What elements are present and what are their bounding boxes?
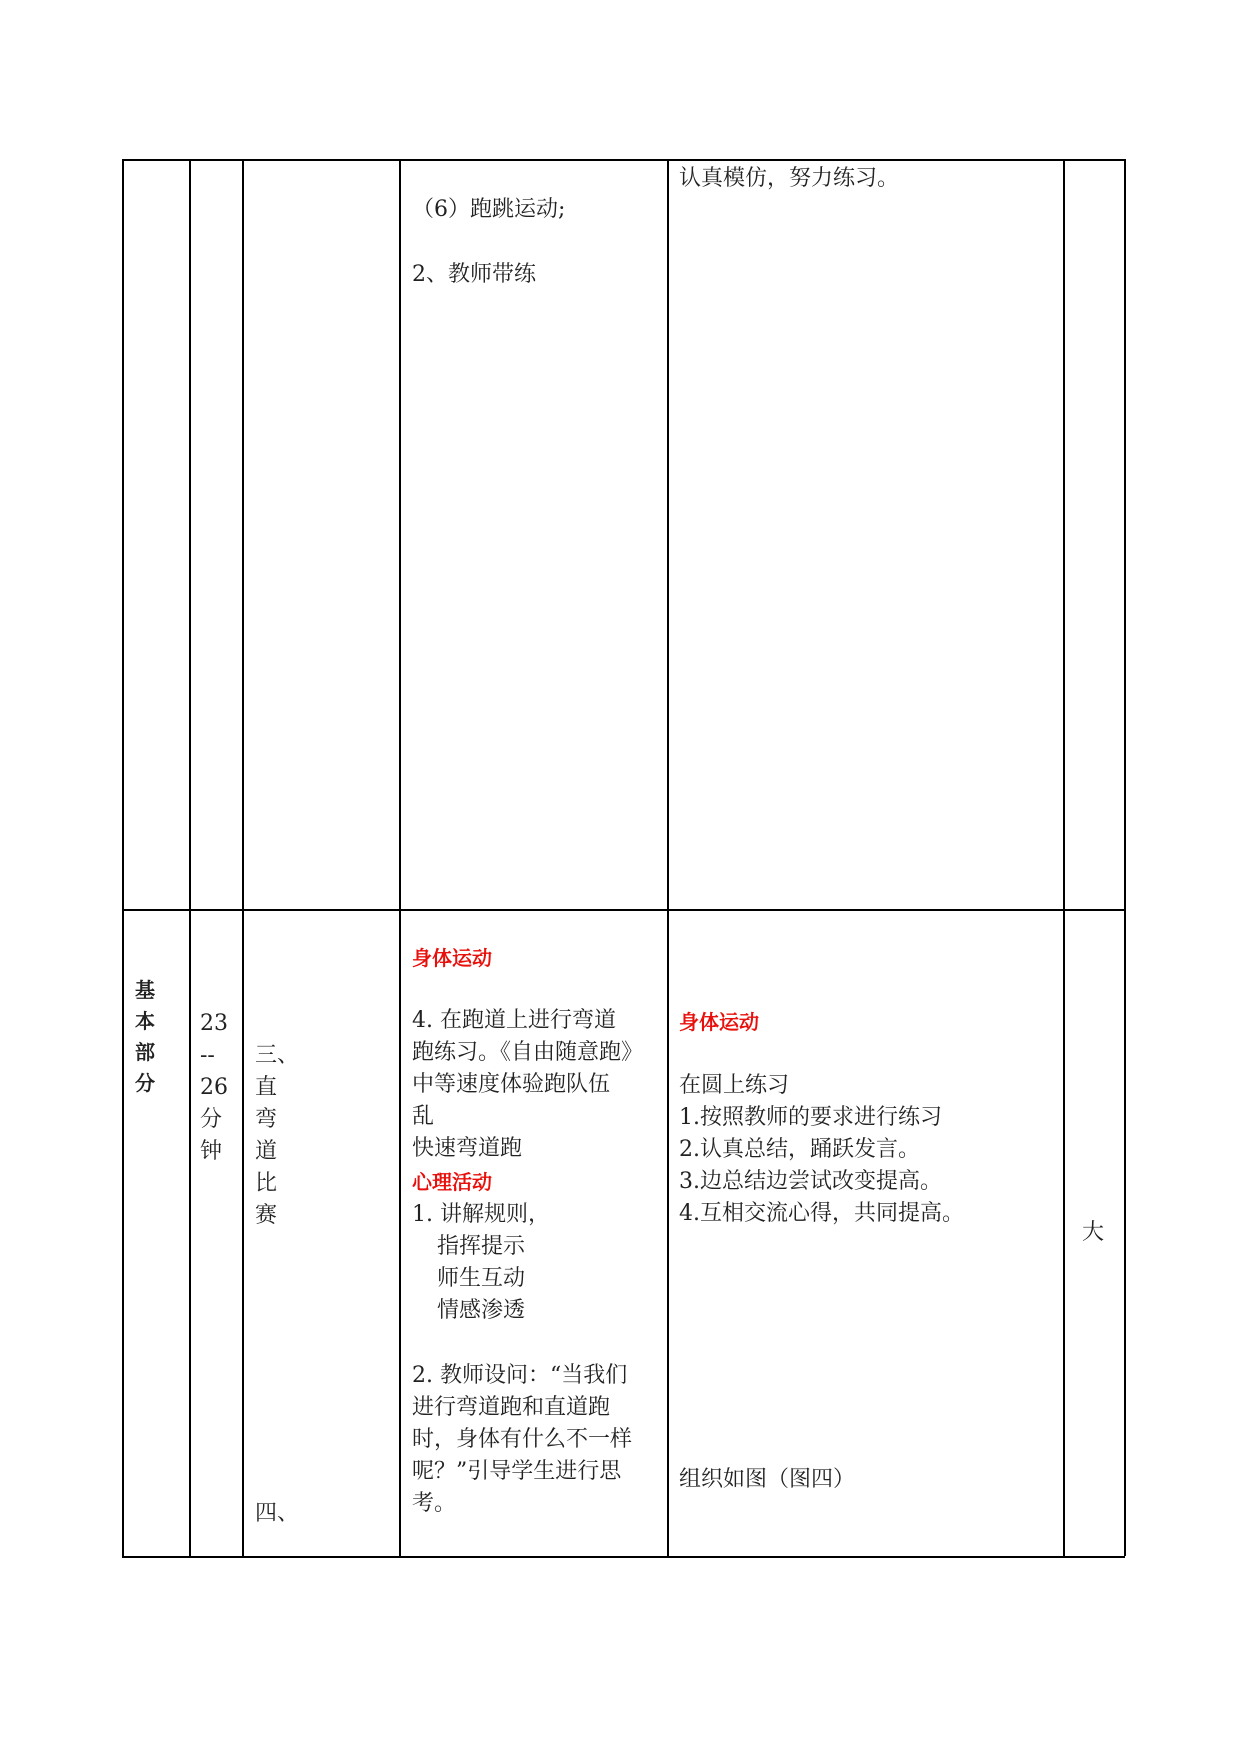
student-activity-text: 认真模仿，努力练习。 <box>679 166 900 191</box>
time-line: 26 <box>200 1075 228 1100</box>
content-line: 进行弯道跑和直道跑 <box>412 1395 611 1420</box>
content-heading-mental: 心理活动 <box>412 1170 492 1194</box>
student-line: 在圆上练习 <box>679 1073 790 1098</box>
table-divider-5 <box>1063 159 1065 1556</box>
table-divider-2 <box>242 159 244 1556</box>
content-line: 情感渗透 <box>437 1298 526 1323</box>
section-char: 本 <box>135 1009 155 1033</box>
organization-note: 组织如图（图四） <box>679 1467 856 1492</box>
time-line: 分 <box>200 1107 223 1132</box>
table-divider-1 <box>189 159 191 1556</box>
table-row-divider <box>122 909 1125 911</box>
content-line: 2、教师带练 <box>412 262 536 287</box>
student-line: 4.互相交流心得，共同提高。 <box>679 1201 964 1226</box>
content-line: （6）跑跳运动; <box>412 197 566 222</box>
content-line: 中等速度体验跑队伍 <box>412 1072 611 1097</box>
content-line: 考。 <box>412 1491 457 1516</box>
content-block-3 <box>412 1360 632 1520</box>
content-line: 1. 讲解规则， <box>412 1202 550 1227</box>
student-line: 1.按照教师的要求进行练习 <box>679 1105 942 1130</box>
content-line: 指挥提示 <box>437 1234 526 1259</box>
table-border-right <box>1124 159 1126 1556</box>
time-line: 钟 <box>200 1139 223 1164</box>
table-divider-3 <box>399 159 401 1556</box>
section-char: 基 <box>135 978 155 1002</box>
content-line: 呢？”引导学生进行思 <box>412 1459 622 1484</box>
content-line: 跑练习。《自由随意跑》 <box>412 1040 644 1065</box>
topic-line: 道 <box>255 1139 278 1164</box>
content-line: 快速弯道跑 <box>412 1136 523 1161</box>
topic-label <box>255 1040 299 1232</box>
content-line: 2. 教师设问：“当我们 <box>412 1363 628 1388</box>
student-heading-physical: 身体运动 <box>679 1010 759 1034</box>
table-border-left <box>122 159 124 1556</box>
student-line: 2.认真总结，踊跃发言。 <box>679 1137 920 1162</box>
time-label <box>200 1008 228 1168</box>
section-char: 分 <box>135 1071 155 1095</box>
section-label <box>135 975 155 1099</box>
table-border-bottom <box>122 1556 1125 1558</box>
content-line: 师生互动 <box>437 1266 526 1291</box>
student-line: 3.边总结边尝试改变提高。 <box>679 1169 942 1194</box>
content-block-2 <box>412 1199 550 1327</box>
student-activity-list <box>679 1070 964 1230</box>
content-line: 乱 <box>412 1104 435 1129</box>
content-line: 时，身体有什么不一样 <box>412 1427 633 1452</box>
content-heading-physical: 身体运动 <box>412 946 492 970</box>
time-line: -- <box>200 1043 215 1068</box>
topic-line: 弯 <box>255 1107 278 1132</box>
topic-next: 四、 <box>255 1501 300 1526</box>
time-line: 23 <box>200 1011 228 1036</box>
table-divider-4 <box>667 159 669 1556</box>
section-char: 部 <box>135 1040 155 1064</box>
content-line: 4. 在跑道上进行弯道 <box>412 1008 616 1033</box>
topic-line: 比 <box>255 1171 278 1196</box>
topic-line: 赛 <box>255 1203 278 1228</box>
table-border-top <box>122 159 1125 161</box>
topic-line: 三、 <box>255 1043 300 1068</box>
intensity-value: 大 <box>1082 1220 1105 1245</box>
topic-line: 直 <box>255 1075 278 1100</box>
content-block-1 <box>412 1005 643 1165</box>
